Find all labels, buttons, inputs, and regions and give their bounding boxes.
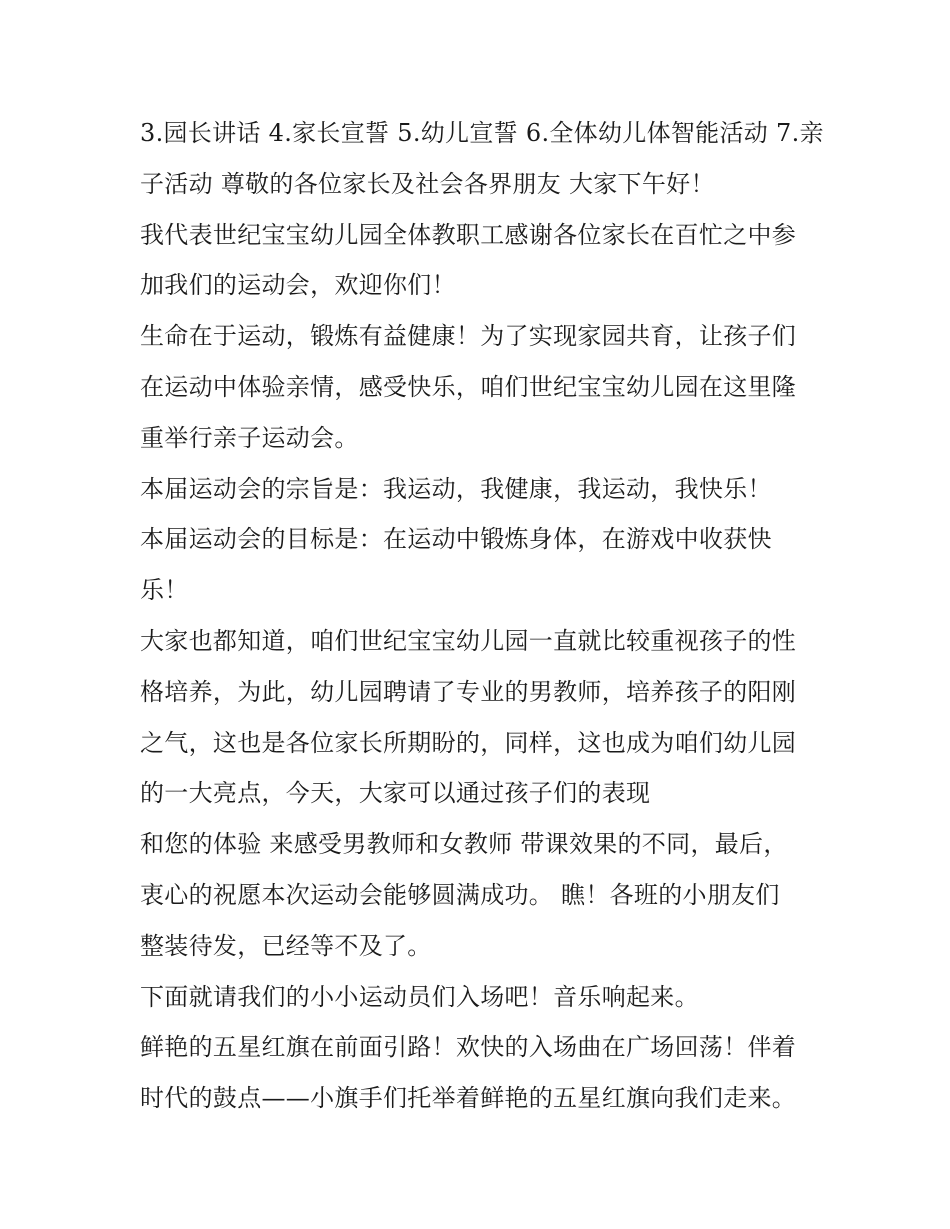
- text-line: 的一大亮点，今天，大家可以通过孩子们的表现: [140, 779, 651, 808]
- text-line: 重举行亲子运动会。: [140, 423, 359, 452]
- text-line: 生命在于运动，锻炼有益健康！为了实现家园共育，让孩子们: [140, 322, 797, 351]
- document-body: [140, 108, 824, 1124]
- text-line: 我代表世纪宝宝幼儿园全体教职工感谢各位家长在百忙之中参: [140, 220, 797, 249]
- text-line: 本届运动会的宗旨是：我运动，我健康，我运动，我快乐！: [140, 474, 772, 503]
- text-line: 时代的鼓点——小旗手们托举着鲜艳的五星红旗向我们走来。: [140, 1084, 797, 1113]
- text-line: 鲜艳的五星红旗在前面引路！欢快的入场曲在广场回荡！伴着: [140, 1033, 797, 1062]
- text-line: 子活动 尊敬的各位家长及社会各界朋友 大家下午好！: [140, 169, 715, 198]
- text-line: 3.园长讲话 4.家长宣誓 5.幼儿宣誓 6.全体幼儿体智能活动 7.亲: [140, 119, 824, 147]
- text-line: 下面就请我们的小小运动员们入场吧！音乐响起来。: [140, 982, 699, 1011]
- text-line: 加我们的运动会，欢迎你们！: [140, 271, 456, 300]
- text-line: 和您的体验 来感受男教师和女教师 带课效果的不同，最后，: [140, 830, 788, 859]
- text-line: 整装待发，已经等不及了。: [140, 931, 432, 960]
- text-line: 格培养，为此，幼儿园聘请了专业的男教师，培养孩子的阳刚: [140, 677, 797, 706]
- text-line: 衷心的祝愿本次运动会能够圆满成功。 瞧！各班的小朋友们: [140, 880, 780, 909]
- text-line: 在运动中体验亲情，感受快乐，咱们世纪宝宝幼儿园在这里隆: [140, 372, 797, 401]
- text-line: 之气，这也是各位家长所期盼的，同样，这也成为咱们幼儿园: [140, 728, 797, 757]
- text-line: 乐！: [140, 576, 189, 605]
- text-line: 本届运动会的目标是：在运动中锻炼身体，在游戏中收获快: [140, 525, 772, 554]
- text-line: 大家也都知道，咱们世纪宝宝幼儿园一直就比较重视孩子的性: [140, 626, 797, 655]
